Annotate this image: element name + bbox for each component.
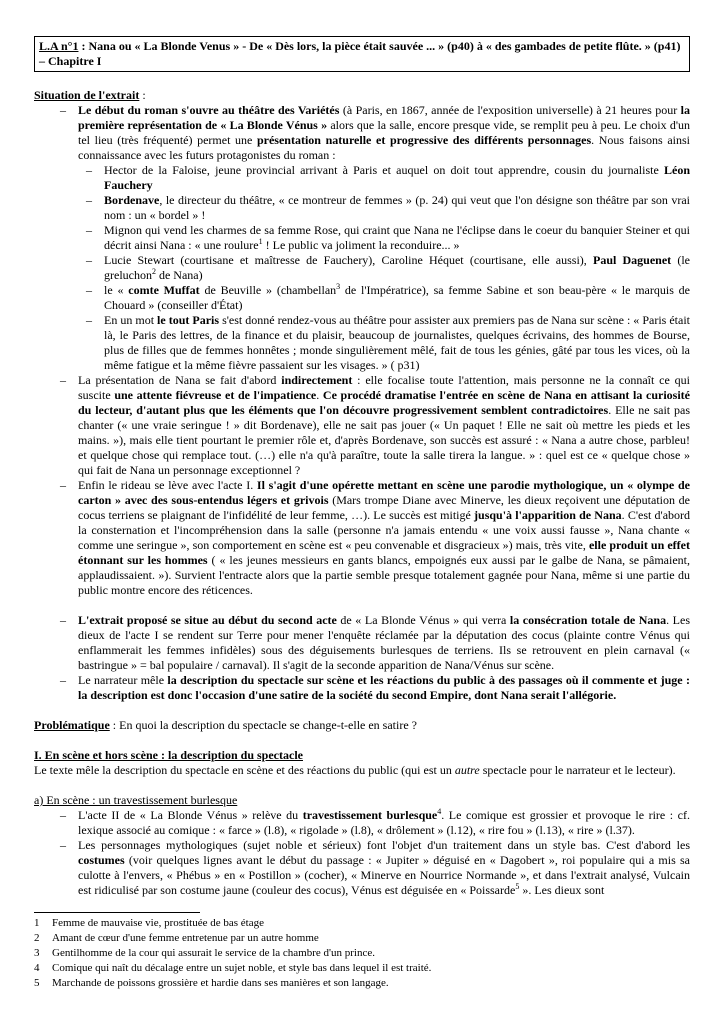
- footnote: 4 Comique qui naît du décalage entre un sujet noble, et style bas dans lequel il est traité.: [34, 962, 432, 974]
- footnote: 1 Femme de mauvaise vie, prostituée de bas étage: [34, 917, 264, 929]
- footnotes: [34, 912, 690, 991]
- situation-item: – Enfin le rideau se lève avec l'acte I. Il s'agit d'une opérette mettant en scène une parodie mythologique, un « olympe de carton » avec des sous-entendus légers et grivois (Mars trompe Diane avec Minerve, les dieux reçoivent une députation de cocus terriens se plaignant de l'infidélité de leur femme, …). Le succès est mitigé jusqu'à l'apparition de Nana. C'est d'abord la consternation et l'incompréhension dans la salle (personne n'a jamais entendu « une voix aussi fausse », Nana chante « comme une seringue », son comportement en scène est « peu convenable et disgracieux ») mais, très vite, elle produit un effet étonnant sur les hommes ( « les jeunes messieurs en gants blancs, empoignés eux aussi par le galbe de Nana, se pâmaient, applaudissaient. »). Survient l'entracte alors que la partie semble presque totalement gagnée pour Nana, même si une partie du public montre encore des réticences.: [34, 478, 690, 598]
- character-item: – Lucie Stewart (courtisane et maîtresse de Fauchery), Caroline Héquet (courtisane, elle aussi), Paul Daguenet (le greluchon$^2$ de Nana): [78, 253, 690, 283]
- footnote-rule: [34, 912, 200, 913]
- character-item: – Mignon qui vend les charmes de sa femme Rose, qui craint que Nana ne l'éclipse dans le coeur du banquier Steiner et qui décrit ainsi Nana : « une roulure$^1$ ! Le public va joliment la reconduire... »: [78, 223, 690, 253]
- situation-item: – Le début du roman s'ouvre au théâtre des Variétés (à Paris, en 1867, année de l'exposition universelle) à 21 heures pour la première représentation de « La Blonde Vénus » alors que la salle, encore presque vide, se remplit peu à peu. Le choix d'un tel lieu (très fréquenté) permet une présentation naturelle et progressive des différents personnages. Nous faisons ainsi connaissance avec les futurs protagonistes du roman :: [34, 103, 690, 163]
- character-item: – En un mot le tout Paris s'est donné rendez-vous au théâtre pour assister aux premiers pas de Nana sur scène : « Paris était là, le Paris des lettres, de la finance et du plaisir, beaucoup de journalistes, quelques écrivains, des hommes de Bourse, plus de filles que de femmes honnêtes ; monde singulièrement mêlé, fait de tous les génies, gâté par tous les vices, où la même fatigue et la même fièvre passaient sur les visages. » ( p31): [78, 313, 690, 373]
- character-item: – le « comte Muffat de Beuville » (chambellan$^3$ de l'Impératrice), sa femme Sabine et son beau-père « le marquis de Chouard » (conseiller d'État): [78, 283, 690, 313]
- footnote: 2 Amant de cœur d'une femme entretenue par un autre homme: [34, 932, 319, 944]
- extract-list: [34, 613, 690, 703]
- character-item: – Hector de la Faloise, jeune provincial arrivant à Paris et auquel on doit tout apprendre, cousin du journaliste Léon Fauchery: [78, 163, 690, 193]
- footnote: 3 Gentilhomme de la cour qui assurait le service de la chambre d'un prince.: [34, 947, 376, 959]
- extract-item: – L'extrait proposé se situe au début du second acte de « La Blonde Vénus » qui verra la consécration totale de Nana. Les dieux de l'acte I se rendent sur Terre pour mener l'enquête réclamée par la députation des cocus (plainte contre Vénus qui enflammerait les femmes infidèles) sous des déguisements burlesques de terriens. Ils se retrouvent en plein carnaval (« bastringue » = bal populaire / carnaval). Il s'agit de la seconde apparition de Nana/Vénus sur scène.: [34, 613, 690, 673]
- title-text: : Nana ou « La Blonde Venus » - De « Dès lors, la pièce était sauvée ... » (p40) à « des gambades de petite flûte. » (p41) – Chapitre I: [39, 39, 681, 68]
- characters-container: [34, 163, 690, 373]
- part1-heading: I. En scène et hors scène : la description du spectacle: [34, 748, 303, 762]
- part1-sub-a: a) En scène : un travestissement burlesque: [34, 793, 238, 807]
- characters-wrapper: [34, 163, 690, 373]
- situation-heading: Situation de l'extrait :: [34, 88, 146, 102]
- footnote: 5 Marchande de poissons grossière et hardie dans ses manières et son langage.: [34, 977, 389, 989]
- part1-item: – Les personnages mythologiques (sujet noble et sérieux) font l'objet d'un traitement dans un style bas. C'est d'abord les costumes (voir quelques lignes avant le début du passage : « Jupiter » déguisé en « Dagobert », roi populaire qui a mis sa culotte à l'envers, « Phébus » en « Postillon » (cocher), « Minerve en Nourrice Normande », et dans l'extrait analysé, Vulcain est ridiculisé par son costume jaune (couleur des cocus), Vénus est déguisée en « Poissarde$^5$ ». Les dieux sont: [34, 838, 690, 898]
- title-label: L.A n°1: [39, 39, 79, 53]
- part1-intro: Le texte mêle la description du spectacle en scène et des réactions du public (qui est un autre spectacle pour le narrateur et le lecteur).: [34, 763, 676, 777]
- extract-item: – Le narrateur mêle la description du spectacle sur scène et les réactions du public à des passages où il commente et juge : la description est donc l'occasion d'une satire de la société du second Empire, dont Nana serait l'allégorie.: [34, 673, 690, 703]
- situation-list: [34, 103, 690, 163]
- title-box: [34, 36, 690, 72]
- characters-list: [78, 163, 690, 373]
- situation-list-cont: [34, 373, 690, 598]
- character-item: – Bordenave, le directeur du théâtre, « ce montreur de femmes » (p. 24) qui veut que l'on désigne son théâtre par son vrai nom : un « bordel » !: [78, 193, 690, 223]
- situation-item: – La présentation de Nana se fait d'abord indirectement : elle focalise toute l'attention, mais personne ne la connaît ce qui suscite une attente fiévreuse et de l'impatience. Ce procédé dramatise l'entrée en scène de Nana en attisant la curiosité du lecteur, d'autant plus que les éléments que l'on découvre progressivement semblent contradictoires. Elle ne sait pas chanter (« une vraie seringue ! » dit Bordenave), elle ne sait pas jouer (« Un paquet ! Elle ne sait où mettre les pieds et les mains. »), mais elle tient pourtant le premier rôle et, d'après Bordenave, son succès est assuré : « Nana a autre chose, parbleu! et quelque chose qui remplace tout. (…) elle n'a qu'à paraître, toute la salle tirera la langue. » : quel est ce « quelque chose » qui fait de Nana un personnage exceptionnel ?: [34, 373, 690, 478]
- document-page: [34, 36, 690, 898]
- part1-item: – L'acte II de « La Blonde Vénus » relève du travestissement burlesque$^4$. Le comique est grossier et provoque le rire : cf. lexique associé au comique : « farce » (l.8), « rigolade » (l.8), « drôlement » (l.12), « rire fou » (l.13), « rire » (l.37).: [34, 808, 690, 838]
- problematique: Problématique : En quoi la description du spectacle se change-t-elle en satire ?: [34, 718, 417, 732]
- part1-list: [34, 808, 690, 898]
